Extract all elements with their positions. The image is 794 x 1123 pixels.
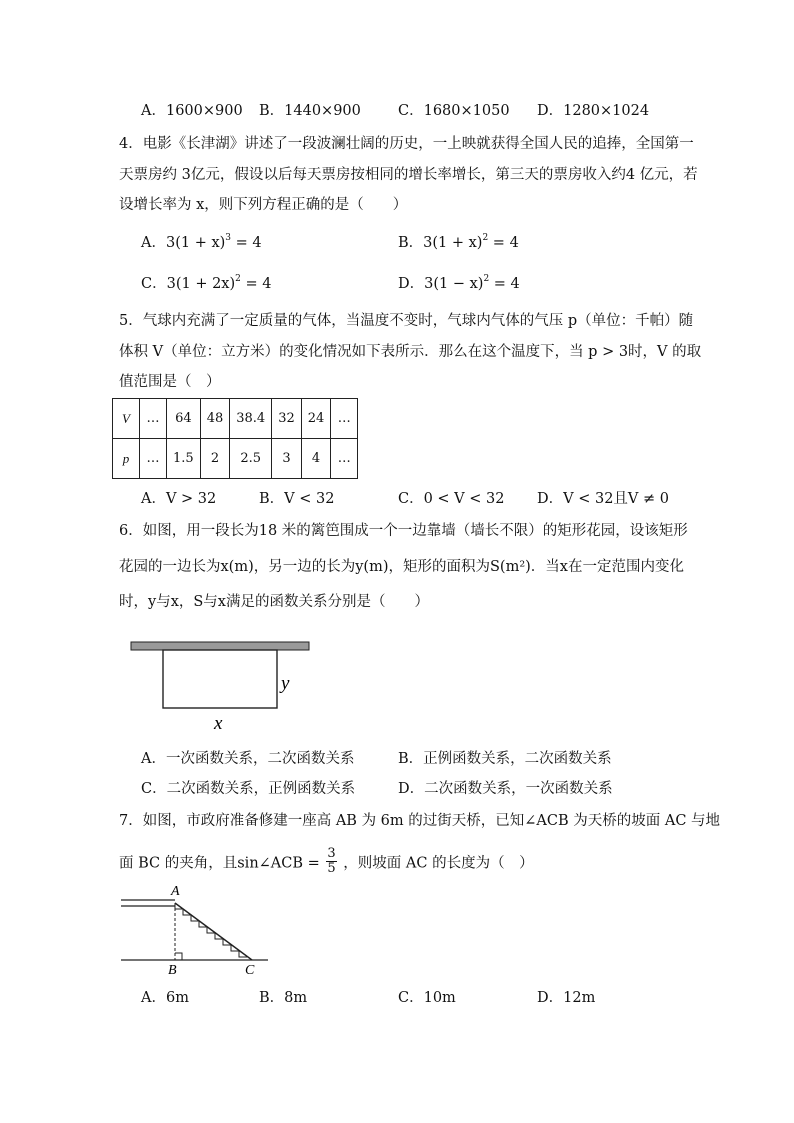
q4-option-b[interactable]: B．$3(1 + x)^2 = 4$ bbox=[398, 233, 519, 251]
fraction-denominator: 5 bbox=[327, 861, 336, 876]
label-x: x bbox=[214, 713, 223, 734]
q4-option-a[interactable]: A．$3(1 + x)^3 = 4$ bbox=[141, 233, 262, 251]
table-cell: 48 bbox=[200, 399, 230, 439]
q6-stem-line3: 时，y与x，S与x满足的函数关系分别是（ ） bbox=[119, 594, 429, 610]
q7-option-c[interactable]: C．10m bbox=[398, 990, 456, 1006]
slope-ac bbox=[175, 903, 252, 960]
q6-stem-line2: 花园的一边长为x(m)，另一边的长为y(m)，矩形的面积为S(m²)．当x在一定范围内变化 bbox=[119, 559, 684, 575]
q4-option-c[interactable]: C．$3(1 + 2x)^2 = 4$ bbox=[141, 274, 272, 292]
q4-stem-line1: 4．电影《长津湖》讲述了一段波澜壮阔的历史，一上映就获得全国人民的追捧，全国第一 bbox=[119, 136, 694, 152]
q6-option-d[interactable]: D．二次函数关系，一次函数关系 bbox=[398, 781, 613, 797]
q3-option-d[interactable]: D．1280×1024 bbox=[537, 103, 650, 119]
table-cell: 4 bbox=[301, 439, 331, 479]
table-cell: … bbox=[140, 399, 167, 439]
q4-option-d[interactable]: D．$3(1 - x)^2 = 4$ bbox=[398, 274, 520, 292]
q5-stem-line3: 值范围是（ ） bbox=[119, 374, 221, 390]
q5-option-c[interactable]: C．0 < V < 32 bbox=[398, 491, 505, 507]
label-b: B bbox=[168, 963, 177, 978]
q6-option-a[interactable]: A．一次函数关系，二次函数关系 bbox=[141, 751, 355, 767]
q3-option-a[interactable]: A．1600×900 bbox=[141, 103, 243, 119]
q7-stem-line1: 7．如图，市政府准备修建一座高 AB 为 6m 的过街天桥，已知∠ACB 为天桥的坡面 AC 与地 bbox=[119, 813, 721, 829]
table-cell: 38.4 bbox=[230, 399, 272, 439]
q5-stem-line2: 体积 V（单位：立方米）的变化情况如下表所示．那么在这个温度下，当 p > 3时，V 的取 bbox=[119, 344, 702, 360]
fraction-numerator: 3 bbox=[327, 846, 336, 861]
table-cell: … bbox=[140, 439, 167, 479]
q7-option-b[interactable]: B．8m bbox=[259, 990, 308, 1006]
q4-stem-line2: 天票房约 3亿元，假设以后每天票房按相同的增长率增长，第三天的票房收入约4 亿元，若 bbox=[119, 167, 698, 183]
table-cell: 64 bbox=[167, 399, 201, 439]
q3-option-c[interactable]: C．1680×1050 bbox=[398, 103, 510, 119]
label-y: y bbox=[281, 673, 290, 694]
q7-option-d[interactable]: D．12m bbox=[537, 990, 596, 1006]
q7-stem-post: ，则坡面 AC 的长度为（ ） bbox=[343, 855, 534, 872]
table-cell: 3 bbox=[272, 439, 302, 479]
table-cell: V bbox=[113, 399, 140, 439]
label-c: C bbox=[245, 963, 255, 978]
table-cell: … bbox=[331, 399, 358, 439]
q5-option-d[interactable]: D．V < 32且V ≠ 0 bbox=[537, 491, 669, 507]
q6-option-b[interactable]: B．正例函数关系，二次函数关系 bbox=[398, 751, 612, 767]
q5-option-b[interactable]: B．V < 32 bbox=[259, 491, 335, 507]
table-cell: p bbox=[113, 439, 140, 479]
label-a: A bbox=[171, 884, 180, 899]
right-angle-mark bbox=[175, 953, 182, 960]
table-cell: 1.5 bbox=[167, 439, 201, 479]
table-cell: 32 bbox=[272, 399, 302, 439]
q4-stem-line3: 设增长率为 x，则下列方程正确的是（ ） bbox=[119, 197, 408, 213]
q3-option-b[interactable]: B．1440×900 bbox=[259, 103, 361, 119]
q5-option-a[interactable]: A．V > 32 bbox=[141, 491, 217, 507]
table-cell: 2 bbox=[200, 439, 230, 479]
table-cell: 2.5 bbox=[230, 439, 272, 479]
q7-option-a[interactable]: A．6m bbox=[141, 990, 189, 1006]
table-cell: 24 bbox=[301, 399, 331, 439]
q6-option-c[interactable]: C．二次函数关系，正例函数关系 bbox=[141, 781, 356, 797]
table-cell: … bbox=[331, 439, 358, 479]
q6-stem-line1: 6．如图，用一段长为18 米的篱笆围成一个一边靠墙（墙长不限）的矩形花园，设该矩形 bbox=[119, 523, 688, 539]
q7-stem-pre: 面 BC 的夹角，且sin∠ACB = bbox=[119, 855, 320, 872]
q5-stem-line1: 5．气球内充满了一定质量的气体，当温度不变时，气球内气体的气压 p（单位：千帕）随 bbox=[119, 313, 694, 329]
